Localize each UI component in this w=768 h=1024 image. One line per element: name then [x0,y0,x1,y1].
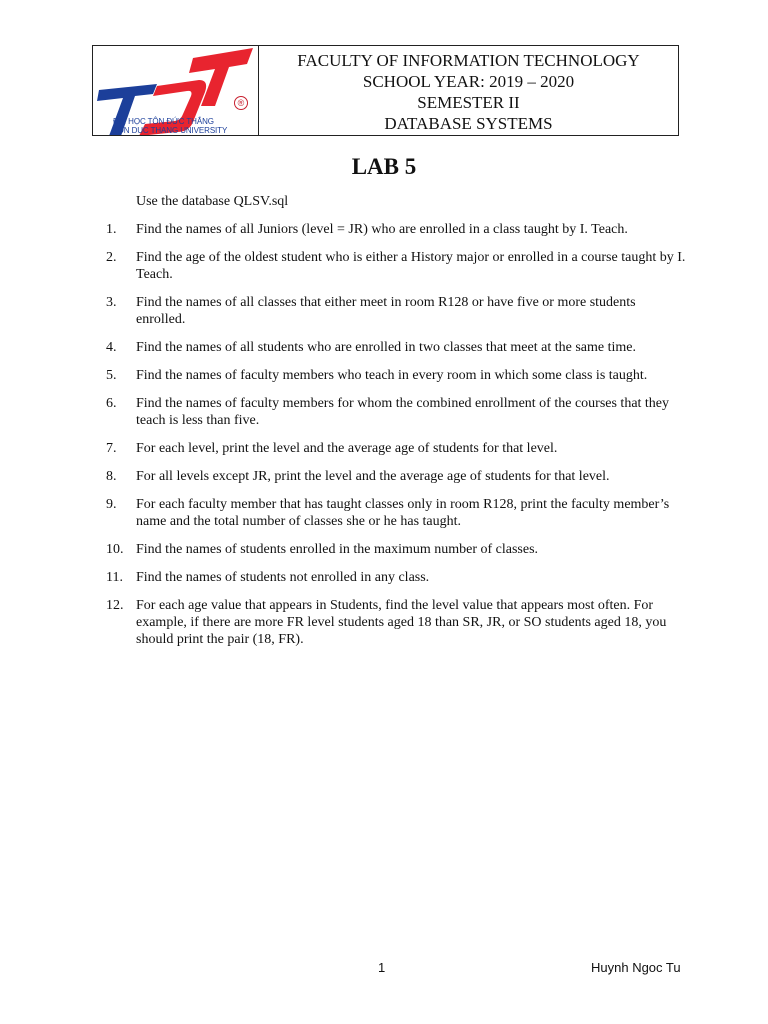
task-number: 5. [106,368,117,383]
task-item [106,221,686,238]
header-titles [259,46,678,135]
task-item [106,541,686,558]
author-name: Huynh Ngoc Tu [591,960,681,975]
task-number: 1. [106,222,117,237]
task-item [106,468,686,485]
task-number: 11. [106,570,123,585]
task-item [106,339,686,356]
task-number: 3. [106,295,117,310]
task-text: Find the names of students not enrolled in any class. [136,570,430,585]
task-number: 10. [106,542,124,557]
course-name: DATABASE SYSTEMS [384,113,553,133]
task-text: For all levels except JR, print the level and the average age of students for that level. [136,469,610,484]
task-text: For each level, print the level and the average age of students for that level. [136,441,558,456]
registered-mark: ® [234,96,248,110]
task-number: 2. [106,250,117,265]
page-number: 1 [378,960,386,975]
task-text: For each faculty member that has taught classes only in room R128, print the faculty member’s name and the total number of classes she or he has taught. [136,497,670,529]
university-logo [93,46,259,135]
task-number: 12. [106,598,124,613]
task-list [106,221,686,659]
task-item [106,496,686,530]
school-year: SCHOOL YEAR: 2019 – 2020 [362,71,575,91]
task-item [106,597,686,648]
lab-title: LAB 5 [351,154,417,179]
task-text: Find the names of all classes that either meet in room R128 or have five or more students enrolled. [136,295,636,327]
task-text: Find the age of the oldest student who is either a History major or enrolled in a course taught by I. Teach. [136,250,686,282]
task-item [106,395,686,429]
logo-caption-vietnamese: ĐẠI HỌC TÔN ĐỨC THẮNG [113,117,214,126]
task-number: 8. [106,469,117,484]
task-text: Find the names of all Juniors (level = JR) who are enrolled in a class taught by I. Teach. [136,222,628,237]
task-item [106,440,686,457]
task-number: 9. [106,497,117,512]
task-text: Find the names of all students who are enrolled in two classes that meet at the same time. [136,340,636,355]
intro-text: Use the database QLSV.sql [136,194,289,209]
task-item [106,249,686,283]
task-item [106,294,686,328]
task-item [106,569,686,586]
faculty-name: FACULTY OF INFORMATION TECHNOLOGY [297,50,640,70]
task-number: 6. [106,396,117,411]
header-box [92,45,679,136]
task-text: Find the names of faculty members who teach in every room in which some class is taught. [136,368,648,383]
task-text: Find the names of students enrolled in the maximum number of classes. [136,542,539,557]
task-text: Find the names of faculty members for whom the combined enrollment of the courses that they teach is less than five. [136,396,670,428]
task-number: 7. [106,441,117,456]
task-text: For each age value that appears in Students, find the level value that appears most often. For example, if there are more FR level students aged 18 than SR, JR, or SO students aged 18, you should print the pair (18, FR). [136,598,667,647]
logo-caption-english: TON DUC THANG UNIVERSITY [113,126,228,135]
task-item [106,367,686,384]
task-number: 4. [106,340,117,355]
semester: SEMESTER II [417,92,520,112]
